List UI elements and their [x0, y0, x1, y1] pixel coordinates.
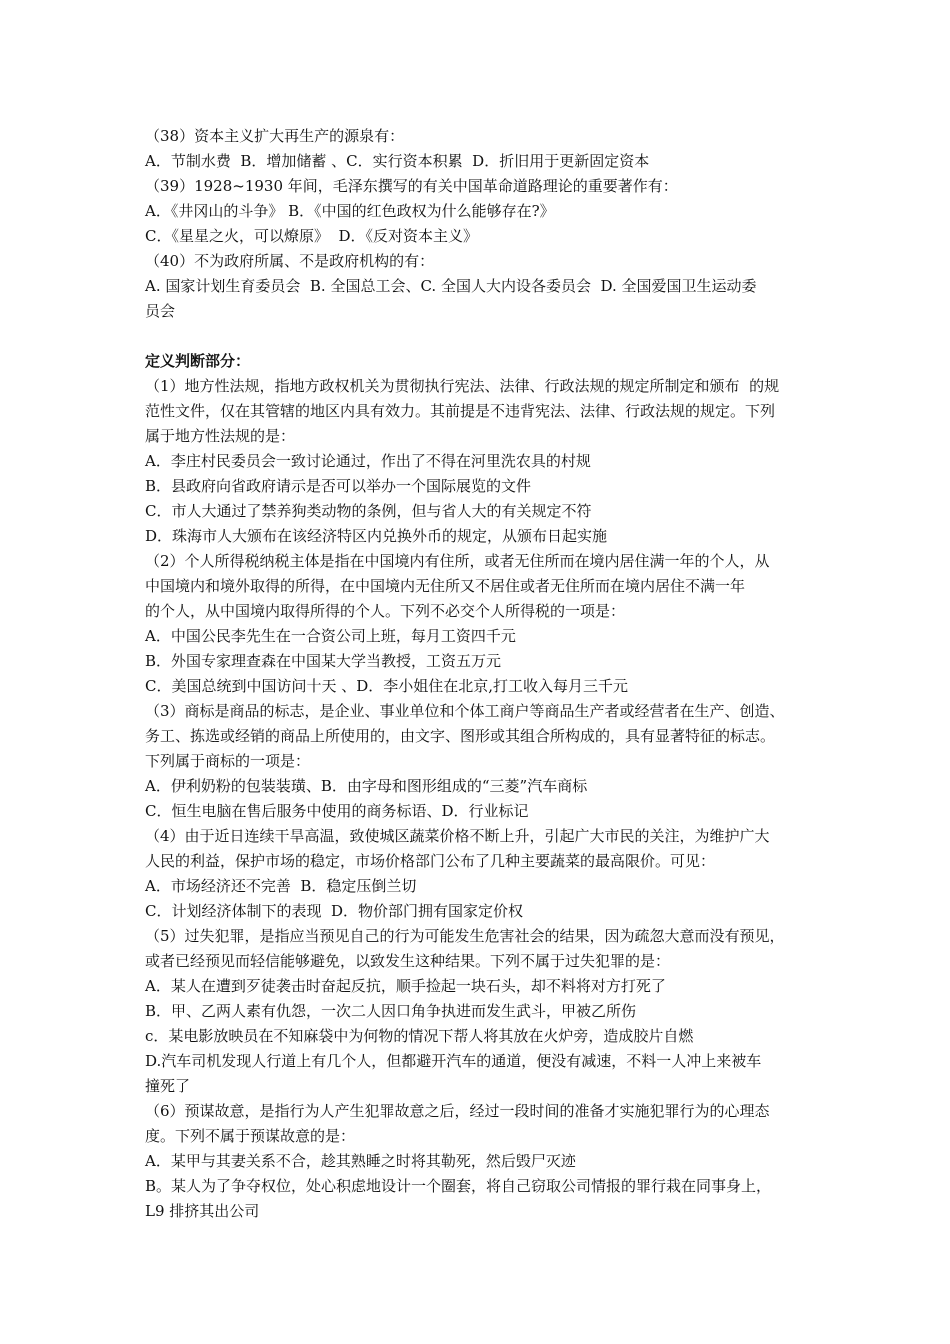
text-line: B。某人为了争夺权位，处心积虑地设计一个圈套，将自己窃取公司情报的罪行栽在同事身上， — [145, 1177, 772, 1195]
text-line: 人民的利益，保护市场的稳定，市场价格部门公布了几种主要蔬菜的最高限价。可见： — [145, 852, 716, 870]
text-line: 员会 — [145, 302, 176, 320]
text-line: 属于地方性法规的是： — [145, 427, 296, 445]
section-heading: 定义判断部分： — [145, 352, 251, 370]
text-line: A．李庄村民委员会一致讨论通过，作出了不得在河里洗农具的村规 — [145, 452, 591, 470]
text-line: C．计划经济体制下的表现 D．物价部门拥有国家定价权 — [145, 902, 524, 920]
question-block-definition — [145, 374, 828, 1224]
text-line: （5）过失犯罪，是指应当预见自己的行为可能发生危害社会的结果，因为疏忽大意而没有预见， — [145, 927, 785, 945]
text-line: （4）由于近日连续干旱高温，致使城区蔬菜价格不断上升，引起广大市民的关注，为维护广大 — [145, 827, 770, 845]
text-line: （2）个人所得税纳税主体是指在中国境内有住所，或者无住所而在境内居住满一年的个人，从 — [145, 552, 770, 570]
text-line: 撞死了 — [145, 1077, 191, 1095]
text-line: A．节制水费 B．增加储蓄 、C．实行资本积累 D．折旧用于更新固定资本 — [145, 152, 650, 170]
text-line: L9 排挤其出公司 — [145, 1202, 260, 1220]
text-line: 范性文件，仅在其管辖的地区内具有效力。其前提是不违背宪法、法律、行政法规的规定。下列 — [145, 402, 776, 420]
question-block-political — [145, 124, 828, 324]
document-body — [145, 124, 828, 1224]
text-line: A．伊利奶粉的包装装璜、B．由字母和图形组成的“三菱”汽车商标 — [145, 777, 588, 795]
text-line: C．《星星之火，可以燎原》 D．《反对资本主义》 — [145, 227, 479, 245]
text-line: c．某电影放映员在不知麻袋中为何物的情况下帮人将其放在火炉旁，造成胶片自燃 — [145, 1027, 694, 1045]
text-line: 的个人，从中国境内取得所得的个人。下列不必交个人所得税的一项是： — [145, 602, 626, 620]
text-line: （6）预谋故意，是指行为人产生犯罪故意之后，经过一段时间的准备才实施犯罪行为的心理态 — [145, 1102, 770, 1120]
text-line: （40）不为政府所属、不是政府机构的有： — [145, 252, 435, 270]
text-line: （38）资本主义扩大再生产的源泉有： — [145, 127, 405, 145]
text-line: A．《井冈山的斗争》 B．《中国的红色政权为什么能够存在?》 — [145, 202, 555, 220]
text-line: A. 国家计划生育委员会 B. 全国总工会、C. 全国人大内设各委员会 D. 全国爱国卫生运动委 — [145, 277, 757, 295]
text-line: B．外国专家理查森在中国某大学当教授，工资五万元 — [145, 652, 502, 670]
text-line: 度。下列不属于预谋故意的是： — [145, 1127, 356, 1145]
text-line: A．某甲与其妻关系不合，趁其熟睡之时将其勒死，然后毁尸灭迹 — [145, 1152, 576, 1170]
section-gap — [145, 324, 828, 349]
text-line: （3）商标是商品的标志，是企业、事业单位和个体工商户等商品生产者或经营者在生产、创造、 — [145, 702, 785, 720]
text-line: 或者已经预见而轻信能够避免，以致发生这种结果。下列不属于过失犯罪的是： — [145, 952, 671, 970]
text-line: 务工、拣选或经销的商品上所使用的，由文字、图形或其组合所构成的，具有显著特征的标志。 — [145, 727, 776, 745]
text-line: A．中国公民李先生在一合资公司上班，每月工资四千元 — [145, 627, 516, 645]
text-line: B．县政府向省政府请示是否可以举办一个国际展览的文件 — [145, 477, 532, 495]
text-line: B．甲、乙两人素有仇怨，一次二人因口角争执进而发生武斗，甲被乙所伤 — [145, 1002, 637, 1020]
text-line: A．某人在遭到歹徒袭击时奋起反抗，顺手捡起一块石头，却不料将对方打死了 — [145, 977, 666, 995]
text-line: C．市人大通过了禁养狗类动物的条例，但与省人大的有关规定不符 — [145, 502, 592, 520]
text-line: （39）1928~1930 年间，毛泽东撰写的有关中国革命道路理论的重要著作有： — [145, 177, 678, 195]
text-line: A．市场经济还不完善 B．稳定压倒兰切 — [145, 877, 417, 895]
text-line: （1）地方性法规，指地方政权机关为贯彻执行宪法、法律、行政法规的规定所制定和颁布 的规 — [145, 377, 780, 395]
text-line: C．美国总统到中国访问十天 、D．李小姐住在北京,打工收入每月三千元 — [145, 677, 629, 695]
text-line: D．珠海市人大颁布在该经济特区内兑换外币的规定，从颁布日起实施 — [145, 527, 608, 545]
text-line: 中国境内和境外取得的所得，在中国境内无住所又不居住或者无住所而在境内居住不满一年 — [145, 577, 746, 595]
text-line: D.汽车司机发现人行道上有几个人，但都避开汽车的通道，便没有减速，不料一人冲上来被车 — [145, 1052, 762, 1070]
text-line: 下列属于商标的一项是： — [145, 752, 311, 770]
text-line: C．恒生电脑在售后服务中使用的商务标语、D．行业标记 — [145, 802, 529, 820]
